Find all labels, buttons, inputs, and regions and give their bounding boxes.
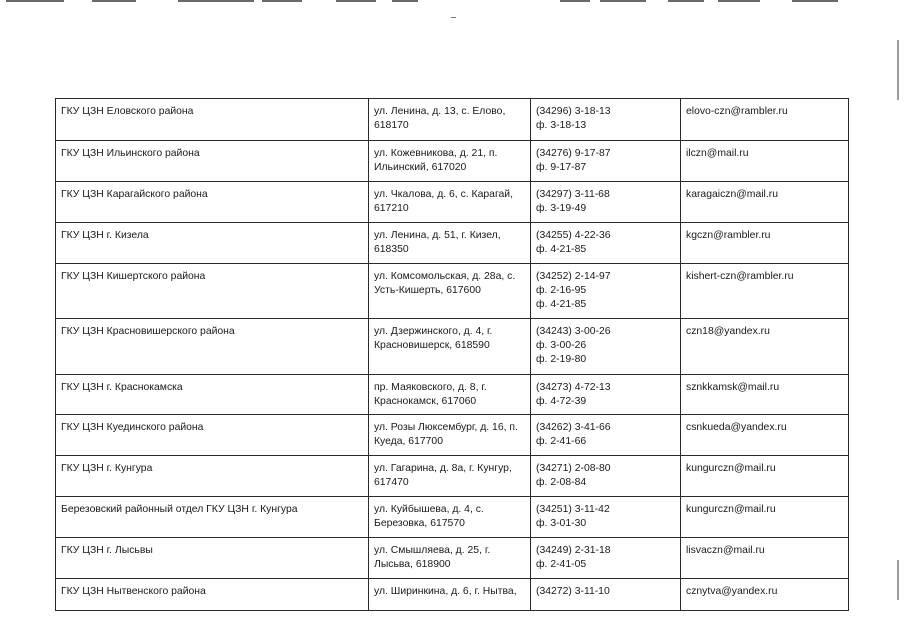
- phone-cell: [531, 223, 681, 264]
- phone-line: (34255) 4-22-36: [536, 230, 611, 241]
- email-cell: [681, 579, 849, 611]
- margin-scan-mark: [897, 40, 899, 100]
- phone-cell: [531, 538, 681, 579]
- phone-cell: [531, 141, 681, 182]
- margin-scan-mark: [897, 560, 899, 600]
- top-scan-rule: [392, 0, 418, 2]
- phone-cell: [531, 264, 681, 319]
- org-name: ГКУ ЦЗН Красновишерского района: [61, 326, 235, 337]
- address-line: 617470: [374, 477, 409, 488]
- org-name: ГКУ ЦЗН г. Кизела: [61, 230, 149, 241]
- address-line: 618170: [374, 120, 409, 131]
- phone-line: (34251) 3-11-42: [536, 504, 610, 515]
- address-line: Красновишерск, 618590: [374, 340, 490, 351]
- employment-centers-table: [55, 98, 849, 611]
- org-name: ГКУ ЦЗН Еловского района: [61, 106, 194, 117]
- address-cell: [369, 375, 531, 415]
- address-cell: [369, 182, 531, 223]
- org-name-cell: [56, 264, 369, 319]
- address-cell: [369, 264, 531, 319]
- address-line: ул. Ленина, д. 51, г. Кизел,: [374, 230, 501, 241]
- phone-cell: [531, 319, 681, 375]
- phone-cell: [531, 182, 681, 223]
- table-row: [56, 579, 849, 611]
- phone-cell: [531, 579, 681, 611]
- org-name-cell: [56, 99, 369, 141]
- phone-line: (34273) 4-72-13: [536, 382, 611, 393]
- org-name-cell: [56, 141, 369, 182]
- address-line: 617210: [374, 203, 409, 214]
- phone-cell: [531, 375, 681, 415]
- address-line: ул. Розы Люксембург, д. 16, п.: [374, 422, 518, 433]
- email-cell: [681, 182, 849, 223]
- address-cell: [369, 497, 531, 538]
- address-line: Куеда, 617700: [374, 436, 443, 447]
- phone-line: (34272) 3-11-10: [536, 586, 610, 597]
- email: ilczn@mail.ru: [686, 148, 749, 159]
- top-scan-rule: [336, 0, 376, 2]
- org-name: ГКУ ЦЗН Нытвенского района: [61, 586, 206, 597]
- email: elovo-czn@rambler.ru: [686, 106, 788, 117]
- address-line: ул. Комсомольская, д. 28а, с.: [374, 271, 516, 282]
- org-name-cell: [56, 579, 369, 611]
- address-cell: [369, 456, 531, 497]
- table-row: [56, 497, 849, 538]
- email-cell: [681, 264, 849, 319]
- email-cell: [681, 456, 849, 497]
- table-row: [56, 538, 849, 579]
- email-cell: [681, 538, 849, 579]
- address-line: ул. Смышляева, д. 25, г.: [374, 545, 491, 556]
- email: czn18@yandex.ru: [686, 326, 770, 337]
- org-name: ГКУ ЦЗН Куединского района: [61, 422, 204, 433]
- phone-line: ф. 4-72-39: [536, 396, 587, 407]
- top-scan-rule: [178, 0, 254, 2]
- email: kgczn@rambler.ru: [686, 230, 771, 241]
- address-cell: [369, 223, 531, 264]
- email-cell: [681, 99, 849, 141]
- org-name-cell: [56, 497, 369, 538]
- address-line: ул. Ширинкина, д. 6, г. Нытва,: [374, 586, 517, 597]
- email: kungurczn@mail.ru: [686, 463, 776, 474]
- table-row: [56, 141, 849, 182]
- email-cell: [681, 223, 849, 264]
- email: kishert-czn@rambler.ru: [686, 271, 794, 282]
- phone-cell: [531, 456, 681, 497]
- table-row: [56, 319, 849, 375]
- phone-line: ф. 4-21-85: [536, 244, 587, 255]
- phone-line: ф. 3-18-13: [536, 120, 587, 131]
- top-scan-rule: [560, 0, 590, 2]
- org-name: ГКУ ЦЗН г. Лысьвы: [61, 545, 153, 556]
- top-scan-rule: [92, 0, 136, 2]
- phone-line: ф. 2-19-80: [536, 354, 587, 365]
- phone-cell: [531, 497, 681, 538]
- table-row: [56, 182, 849, 223]
- address-line: Усть-Кишерть, 617600: [374, 285, 481, 296]
- phone-line: ф. 2-16-95: [536, 285, 587, 296]
- address-cell: [369, 538, 531, 579]
- email-cell: [681, 141, 849, 182]
- top-scan-rule: [718, 0, 760, 2]
- email-cell: [681, 415, 849, 456]
- org-name: ГКУ ЦЗН г. Кунгура: [61, 463, 153, 474]
- phone-cell: [531, 415, 681, 456]
- address-cell: [369, 99, 531, 141]
- email: lisvaczn@mail.ru: [686, 545, 765, 556]
- email-cell: [681, 497, 849, 538]
- top-scan-rule: [792, 0, 838, 2]
- phone-line: (34262) 3-41-66: [536, 422, 611, 433]
- address-cell: [369, 579, 531, 611]
- table-row: [56, 415, 849, 456]
- phone-line: ф. 4-21-85: [536, 299, 587, 310]
- phone-line: (34276) 9-17-87: [536, 148, 611, 159]
- address-line: Краснокамск, 617060: [374, 396, 477, 407]
- address-line: Лысьва, 618900: [374, 559, 451, 570]
- email: cznytva@yandex.ru: [686, 586, 778, 597]
- org-name-cell: [56, 415, 369, 456]
- address-cell: [369, 415, 531, 456]
- phone-line: (34252) 2-14-97: [536, 271, 611, 282]
- address-line: ул. Ленина, д. 13, с. Елово,: [374, 106, 506, 117]
- org-name-cell: [56, 375, 369, 415]
- phone-line: (34249) 2-31-18: [536, 545, 611, 556]
- phone-line: (34271) 2-08-80: [536, 463, 611, 474]
- email: kungurczn@mail.ru: [686, 504, 776, 515]
- address-line: ул. Гагарина, д. 8а, г. Кунгур,: [374, 463, 512, 474]
- address-line: Ильинский, 617020: [374, 162, 467, 173]
- address-line: 618350: [374, 244, 409, 255]
- address-line: пр. Маяковского, д. 8, г.: [374, 382, 487, 393]
- top-scan-rule: [600, 0, 646, 2]
- address-cell: [369, 141, 531, 182]
- phone-line: ф. 2-41-66: [536, 436, 587, 447]
- address-line: Березовка, 617570: [374, 518, 465, 529]
- address-line: ул. Куйбышева, д. 4, с.: [374, 504, 484, 515]
- phone-cell: [531, 99, 681, 141]
- org-name: ГКУ ЦЗН Ильинского района: [61, 148, 200, 159]
- top-scan-rule: [262, 0, 302, 2]
- org-name: ГКУ ЦЗН Карагайского района: [61, 189, 208, 200]
- org-name: ГКУ ЦЗН Кишертского района: [61, 271, 206, 282]
- table-row: [56, 375, 849, 415]
- email-cell: [681, 319, 849, 375]
- org-name-cell: [56, 538, 369, 579]
- phone-line: ф. 2-41-05: [536, 559, 587, 570]
- phone-line: (34297) 3-11-68: [536, 189, 610, 200]
- phone-line: ф. 3-19-49: [536, 203, 587, 214]
- phone-line: ф. 9-17-87: [536, 162, 587, 173]
- address-line: ул. Кожевникова, д. 21, п.: [374, 148, 498, 159]
- email-cell: [681, 375, 849, 415]
- phone-line: ф. 3-00-26: [536, 340, 587, 351]
- address-cell: [369, 319, 531, 375]
- phone-line: (34296) 3-18-13: [536, 106, 611, 117]
- address-line: ул. Дзержинского, д. 4, г.: [374, 326, 493, 337]
- top-scan-rule: [668, 0, 704, 2]
- org-name: Березовский районный отдел ГКУ ЦЗН г. Кунгура: [61, 504, 298, 515]
- scan-speck: [451, 17, 456, 18]
- table-row: [56, 264, 849, 319]
- phone-line: ф. 3-01-30: [536, 518, 587, 529]
- table-row: [56, 223, 849, 264]
- table-row: [56, 456, 849, 497]
- email: csnkueda@yandex.ru: [686, 422, 787, 433]
- email: sznkkamsk@mail.ru: [686, 382, 780, 393]
- org-name-cell: [56, 319, 369, 375]
- email: karagaiczn@mail.ru: [686, 189, 778, 200]
- org-name-cell: [56, 456, 369, 497]
- address-line: ул. Чкалова, д. 6, с. Карагай,: [374, 189, 513, 200]
- table-row: [56, 99, 849, 141]
- org-name-cell: [56, 182, 369, 223]
- phone-line: ф. 2-08-84: [536, 477, 587, 488]
- top-scan-rule: [6, 0, 64, 2]
- org-name: ГКУ ЦЗН г. Краснокамска: [61, 382, 183, 393]
- phone-line: (34243) 3-00-26: [536, 326, 611, 337]
- org-name-cell: [56, 223, 369, 264]
